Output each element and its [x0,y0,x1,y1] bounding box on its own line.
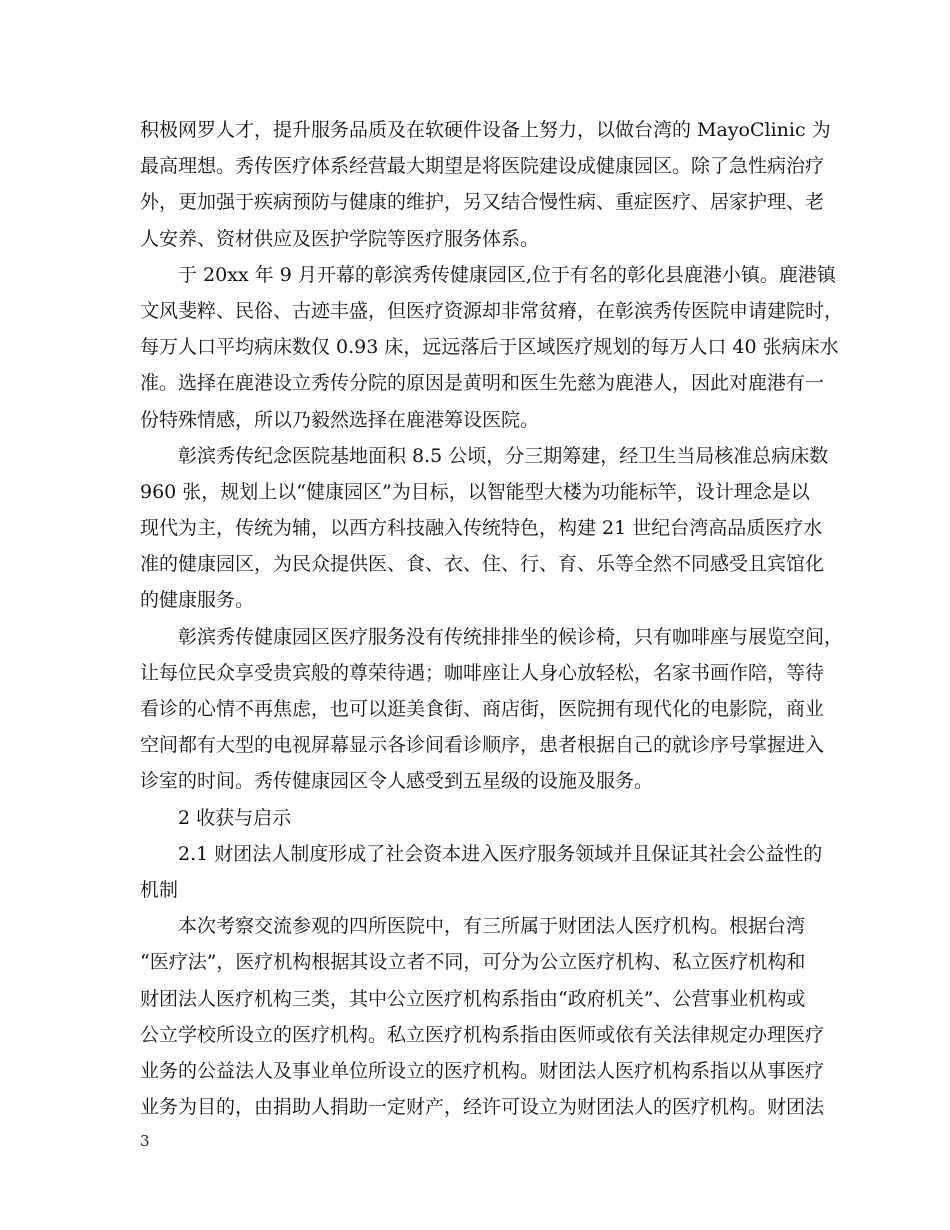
paragraph [140,112,831,257]
paragraph [140,619,844,800]
text-line: 让每位民众享受贵宾般的尊荣待遇；咖啡座让人身心放轻松，名家书画作陪，等待 [140,661,825,684]
text-line: 960 张，规划上以“健康园区”为目标，以智能型大楼为功能标竿，设计理念是以 [140,480,810,503]
text-line: 现代为主，传统为辅，以西方科技融入传统特色，构建 21 世纪台湾高品质医疗水 [140,517,823,540]
text-line: 彰滨秀传纪念医院基地面积 8.5 公顷，分三期筹建，经卫生当局核准总病床数 [178,444,829,467]
text-line: 空间都有大型的电视屏幕显示各诊间看诊顺序，患者根据自己的就诊序号掌握进入 [140,734,825,757]
text-line: 2 收获与启示 [178,806,292,829]
text-line: 本次考察交流参观的四所医院中，有三所属于财团法人医疗机构。根据台湾 [178,915,806,938]
paragraph [140,257,844,438]
text-line: 机制 [140,878,179,901]
text-line: 诊室的时间。秀传健康园区令人感受到五星级的设施及服务。 [140,770,654,793]
paragraph [140,438,829,619]
text-line: 公立学校所设立的医疗机构。私立医疗机构系指由医师或依有关法律规定办理医疗 [140,1023,825,1046]
text-line: 业务的公益法人及事业单位所设立的医疗机构。财团法人医疗机构系指以从事医疗 [140,1059,825,1082]
text-line: 2.1 财团法人制度形成了社会资本进入医疗服务领域并且保证其社会公益性的 [178,842,823,865]
text-line: 彰滨秀传健康园区医疗服务没有传统排排坐的候诊椅，只有咖啡座与展览空间， [178,625,844,648]
text-line: 准的健康园区，为民众提供医、食、衣、住、行、育、乐等全然不同感受且宾馆化 [140,553,825,576]
text-line: 外，更加强于疾病预防与健康的维护，另又结合慢性病、重症医疗、居家护理、老 [140,191,825,214]
text-line: 财团法人医疗机构三类，其中公立医疗机构系指由“政府机关”、公营事业机构或 [140,987,806,1010]
text-line: 于 20xx 年 9 月开幕的彰滨秀传健康园区,位于有名的彰化县鹿港小镇。鹿港镇 [178,263,836,286]
section-heading [140,800,812,836]
subsection-heading [140,836,823,908]
text-line: 积极网罗人才，提升服务品质及在软硬件设备上努力，以做台湾的 MayoClinic 为 [140,119,831,141]
text-line: 份特殊情感，所以乃毅然选择在鹿港筹设医院。 [140,408,540,431]
text-line: 最高理想。秀传医疗体系经营最大期望是将医院建设成健康园区。除了急性病治疗 [140,155,825,178]
text-line: 每万人口平均病床数仅 0.93 床，远远落后于区域医疗规划的每万人口 40 张病床水 [140,336,839,359]
text-line: 文风斐粹、民俗、古迹丰盛，但医疗资源却非常贫瘠，在彰滨秀传医院申请建院时， [140,299,844,322]
text-line: 人安养、资材供应及医护学院等医疗服务体系。 [140,227,540,250]
paragraph [140,908,825,1125]
page-number: 3 [140,1132,150,1150]
text-line: 看诊的心情不再焦虑，也可以逛美食街、商店街，医院拥有现代化的电影院，商业 [140,698,825,720]
text-line: 的健康服务。 [140,589,255,612]
body-text [140,112,844,1125]
text-line: “医疗法”，医疗机构根据其设立者不同，可分为公立医疗机构、私立医疗机构和 [140,951,806,974]
text-line: 业务为目的，由捐助人捐助一定财产，经许可设立为财团法人的医疗机构。财团法 [140,1096,825,1119]
text-line: 准。选择在鹿港设立秀传分院的原因是黄明和医生先慈为鹿港人，因此对鹿港有一 [140,372,825,395]
